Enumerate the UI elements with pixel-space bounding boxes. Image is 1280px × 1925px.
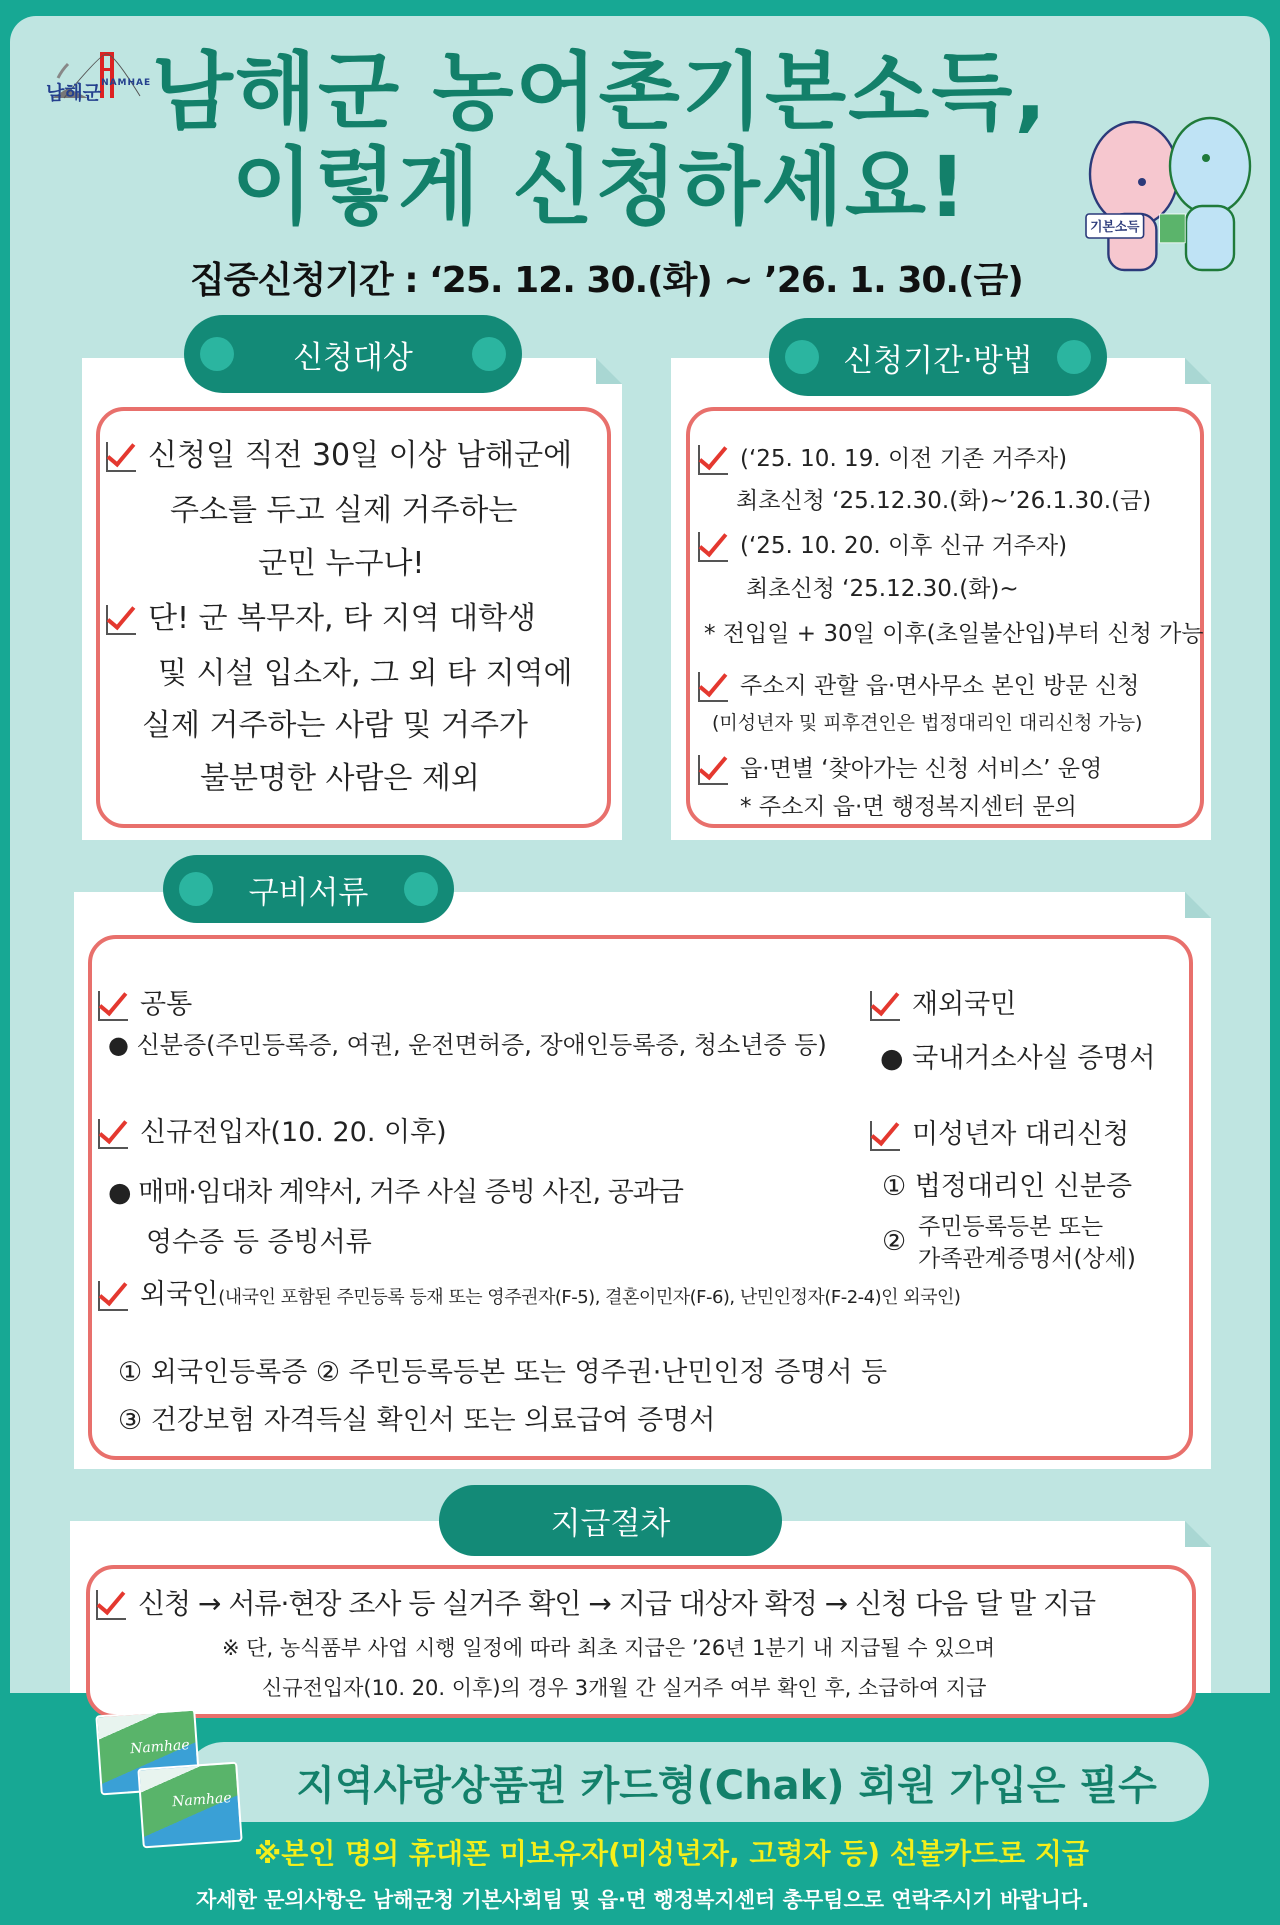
- title-line-1: 남해군 농어촌기본소득,: [151, 43, 1049, 141]
- doc-minor-item-2b: 가족관계증명서(상세): [918, 1246, 1136, 1272]
- doc-minor-item-2a: 주민등록등본 또는: [918, 1214, 1104, 1240]
- doc-overseas-item: ● 국내거소사실 증명서: [880, 1043, 1156, 1074]
- documents-heading: 구비서류: [163, 855, 454, 923]
- target-line: 군민 누구나!: [258, 546, 425, 581]
- gift-card-image: Namhae: [95, 1709, 200, 1796]
- target-item-2: 단! 군 복무자, 타 지역 대학생: [106, 593, 536, 637]
- method-note: * 전입일 + 30일 이후(초일불산입)부터 신청 가능: [704, 621, 1204, 647]
- checkbox-icon: [870, 991, 900, 1021]
- doc-newcomer-item: ● 매매·임대차 계약서, 거주 사실 증빙 사진, 공과금: [108, 1177, 683, 1208]
- prepaid-card-note: ※본인 명의 휴대폰 미보유자(미성년자, 고령자 등) 선불카드로 지급: [254, 1837, 1089, 1870]
- logo-text: 남해군$^{NAMHAE}$: [46, 78, 152, 104]
- method-item-1: (‘25. 10. 19. 이전 기존 거주자): [698, 440, 1067, 475]
- doc-foreign-item-2: ③ 건강보험 자격득실 확인서 또는 의료급여 증명서: [118, 1405, 716, 1436]
- method-item-3: 주소지 관할 읍·면사무소 본인 방문 신청: [698, 667, 1139, 702]
- payment-flow: 신청 → 서류·현장 조사 등 실거주 확인 → 지급 대상자 확정 → 신청 다음 달 말 지급: [96, 1582, 1095, 1622]
- checkbox-icon: [698, 755, 728, 785]
- checkbox-icon: [870, 1121, 900, 1151]
- doc-minor-num-2: ②: [882, 1226, 907, 1257]
- target-line: 주소를 두고 실제 거주하는: [170, 493, 518, 528]
- checkbox-icon: [96, 1590, 126, 1620]
- gift-card-image: Namhae: [137, 1762, 242, 1849]
- checkbox-icon: [698, 672, 728, 702]
- target-item-1: 신청일 직전 30일 이상 남해군에: [106, 430, 572, 474]
- doc-foreign-note: (내국인 포함된 주민등록 등재 또는 영주권자(F-5), 결혼이민자(F-6), 난민인정자(F-2-4)인 외국인): [218, 1287, 961, 1308]
- checkbox-icon: [98, 991, 128, 1021]
- payment-note-2: 신규전입자(10. 20. 이후)의 경우 3개월 간 실거주 여부 확인 후, 소급하여 지급: [262, 1676, 987, 1700]
- checkbox-icon: [98, 1119, 128, 1149]
- title-line-2: 이렇게 신청하세요!: [231, 138, 969, 236]
- application-period: 집중신청기간 : ‘25. 12. 30.(화) ~ ’26. 1. 30.(금): [190, 260, 1023, 301]
- payment-note-1: ※ 단, 농식품부 사업 시행 일정에 따라 최초 지급은 ’26년 1분기 내 지급될 수 있으며: [222, 1636, 996, 1660]
- method-line: 최초신청 ‘25.12.30.(화)~’26.1.30.(금): [736, 488, 1152, 514]
- target-line: 실제 거주하는 사람 및 거주가: [142, 708, 528, 743]
- method-note: * 주소지 읍·면 행정복지센터 문의: [740, 794, 1077, 820]
- doc-minor-title: 미성년자 대리신청: [870, 1112, 1129, 1151]
- doc-newcomer-item-cont: 영수증 등 증빙서류: [146, 1227, 372, 1258]
- doc-overseas-title: 재외국민: [870, 982, 1016, 1021]
- method-line: 최초신청 ‘25.12.30.(화)~: [746, 576, 1019, 602]
- contact-info: 자세한 문의사항은 남해군청 기본사회팀 및 읍·면 행정복지센터 총무팀으로 연락주시기 바랍니다.: [196, 1888, 1090, 1912]
- chak-membership-banner: 지역사랑상품권 카드형(Chak) 회원 가입은 필수: [184, 1742, 1209, 1822]
- payment-heading: 지급절차: [439, 1485, 782, 1556]
- doc-common-title: 공통: [98, 982, 192, 1021]
- checkbox-icon: [698, 532, 728, 562]
- checkbox-icon: [698, 445, 728, 475]
- doc-foreign-item-1: ① 외국인등록증 ② 주민등록등본 또는 영주권·난민인정 증명서 등: [118, 1357, 888, 1388]
- doc-foreign-title: 외국인(내국인 포함된 주민등록 등재 또는 영주권자(F-5), 결혼이민자(F-6), 난민인정자(F-2-4)인 외국인): [98, 1280, 1183, 1313]
- method-item-4: 읍·면별 ‘찾아가는 신청 서비스’ 운영: [698, 750, 1102, 785]
- method-heading: 신청기간·방법: [769, 318, 1107, 396]
- checkbox-icon: [98, 1281, 128, 1311]
- target-line: 불분명한 사람은 제외: [200, 761, 480, 796]
- doc-minor-item-1: ① 법정대리인 신분증: [882, 1171, 1133, 1202]
- doc-common-item: ● 신분증(주민등록증, 여권, 운전면허증, 장애인등록증, 청소년증 등): [108, 1031, 827, 1059]
- method-note: (미성년자 및 피후견인은 법정대리인 대리신청 가능): [712, 712, 1143, 734]
- checkbox-icon: [106, 442, 136, 472]
- mascot-sign: 기본소득: [1090, 219, 1140, 235]
- method-item-2: (‘25. 10. 20. 이후 신규 거주자): [698, 527, 1067, 562]
- target-heading: 신청대상: [184, 315, 522, 393]
- mascot-characters-icon: [1070, 110, 1270, 310]
- checkbox-icon: [106, 605, 136, 635]
- doc-newcomer-title: 신규전입자(10. 20. 이후): [98, 1110, 447, 1149]
- target-line: 및 시설 입소자, 그 외 타 지역에: [158, 656, 573, 691]
